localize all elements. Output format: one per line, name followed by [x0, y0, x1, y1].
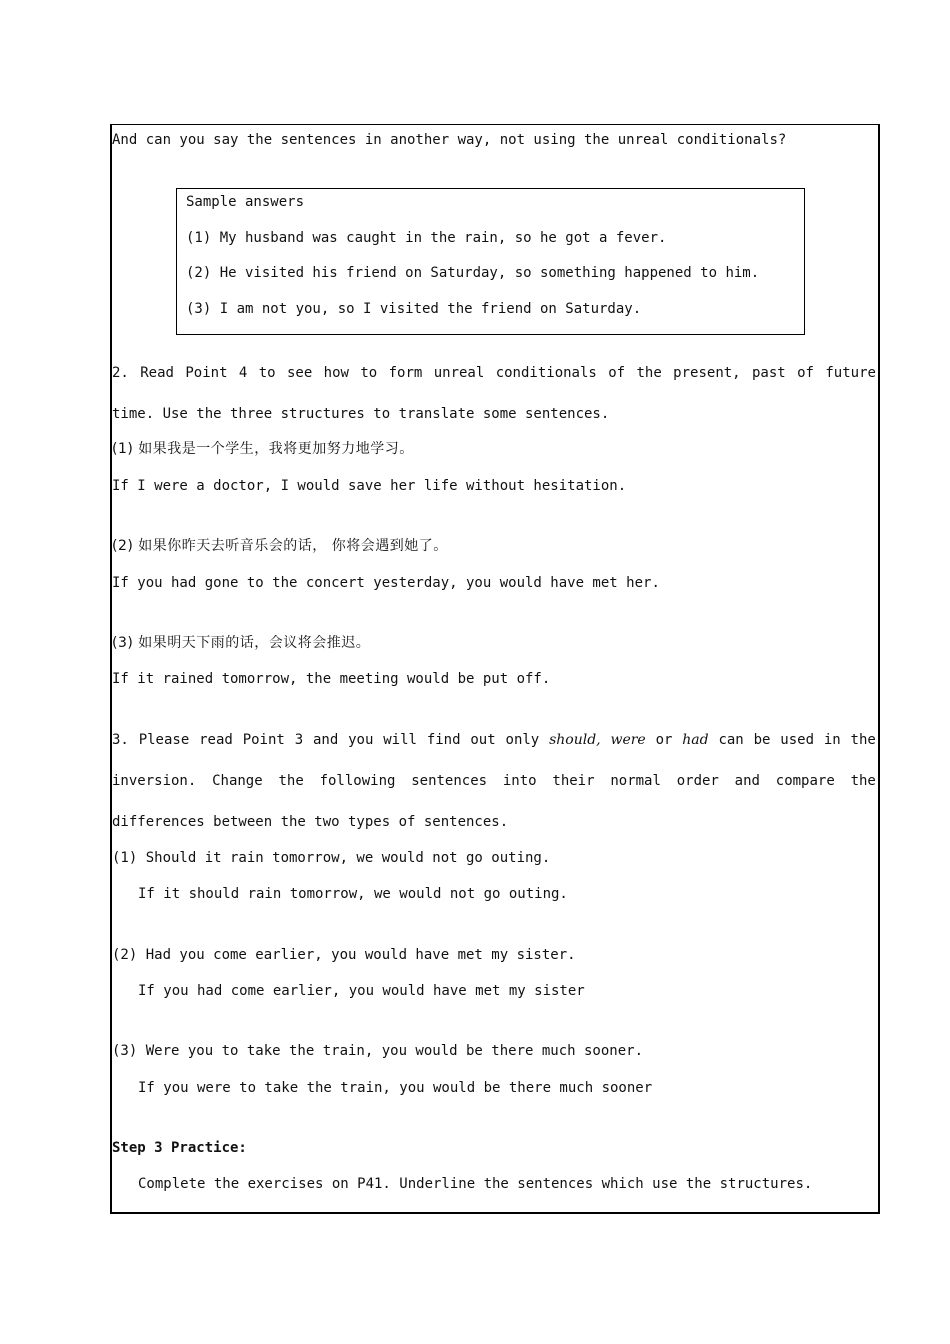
sample-answer-2: (2) He visited his friend on Saturday, so something happened to him.	[186, 265, 760, 281]
translate-item-3-zh: (3) 如果明天下雨的话，会议将会推迟。	[112, 635, 371, 651]
sample-answers-title: Sample answers	[186, 194, 305, 210]
point2-line1: 2. Read Point 4 to see how to form unreal conditionals of the present, past of future	[112, 365, 876, 381]
intro-question: And can you say the sentences in another way, not using the unreal conditionals?	[112, 132, 787, 148]
translate-item-3-en: If it rained tomorrow, the meeting would be put off.	[112, 671, 551, 687]
sample-answer-3: (3) I am not you, so I visited the friend on Saturday.	[186, 301, 642, 317]
point2-line2: time. Use the three structures to translate some sentences.	[112, 406, 610, 422]
translate-item-2-zh: (2) 如果你昨天去听音乐会的话， 你将会遇到她了。	[112, 538, 448, 554]
translate-item-1-en: If I were a doctor, I would save her life without hesitation.	[112, 478, 627, 494]
inversion-item-3: (3) Were you to take the train, you would be there much sooner.	[112, 1043, 644, 1059]
step3-instruction: Complete the exercises on P41. Underline the sentences which use the structures.	[138, 1176, 813, 1192]
sample-answer-1: (1) My husband was caught in the rain, so he got a fever.	[186, 230, 667, 246]
point3-line3: differences between the two types of sentences.	[112, 814, 509, 830]
point3-line2: inversion. Change the following sentences into their normal order and compare the	[112, 773, 876, 789]
step3-heading: Step 3 Practice:	[112, 1140, 247, 1156]
translate-item-2-en: If you had gone to the concert yesterday, you would have met her.	[112, 575, 660, 591]
inversion-item-2: (2) Had you come earlier, you would have met my sister.	[112, 947, 576, 963]
translate-item-1-zh: (1) 如果我是一个学生，我将更加努力地学习。	[112, 441, 414, 457]
normal-order-item-3: If you were to take the train, you would be there much sooner	[138, 1080, 653, 1096]
normal-order-item-2: If you had come earlier, you would have met my sister	[138, 983, 585, 999]
sample-answers-box	[176, 188, 805, 335]
normal-order-item-1: If it should rain tomorrow, we would not go outing.	[138, 886, 568, 902]
point3-line1: 3. Please read Point 3 and you will find out only should, were or had can be used in the	[112, 732, 876, 748]
inversion-item-1: (1) Should it rain tomorrow, we would not go outing.	[112, 850, 551, 866]
